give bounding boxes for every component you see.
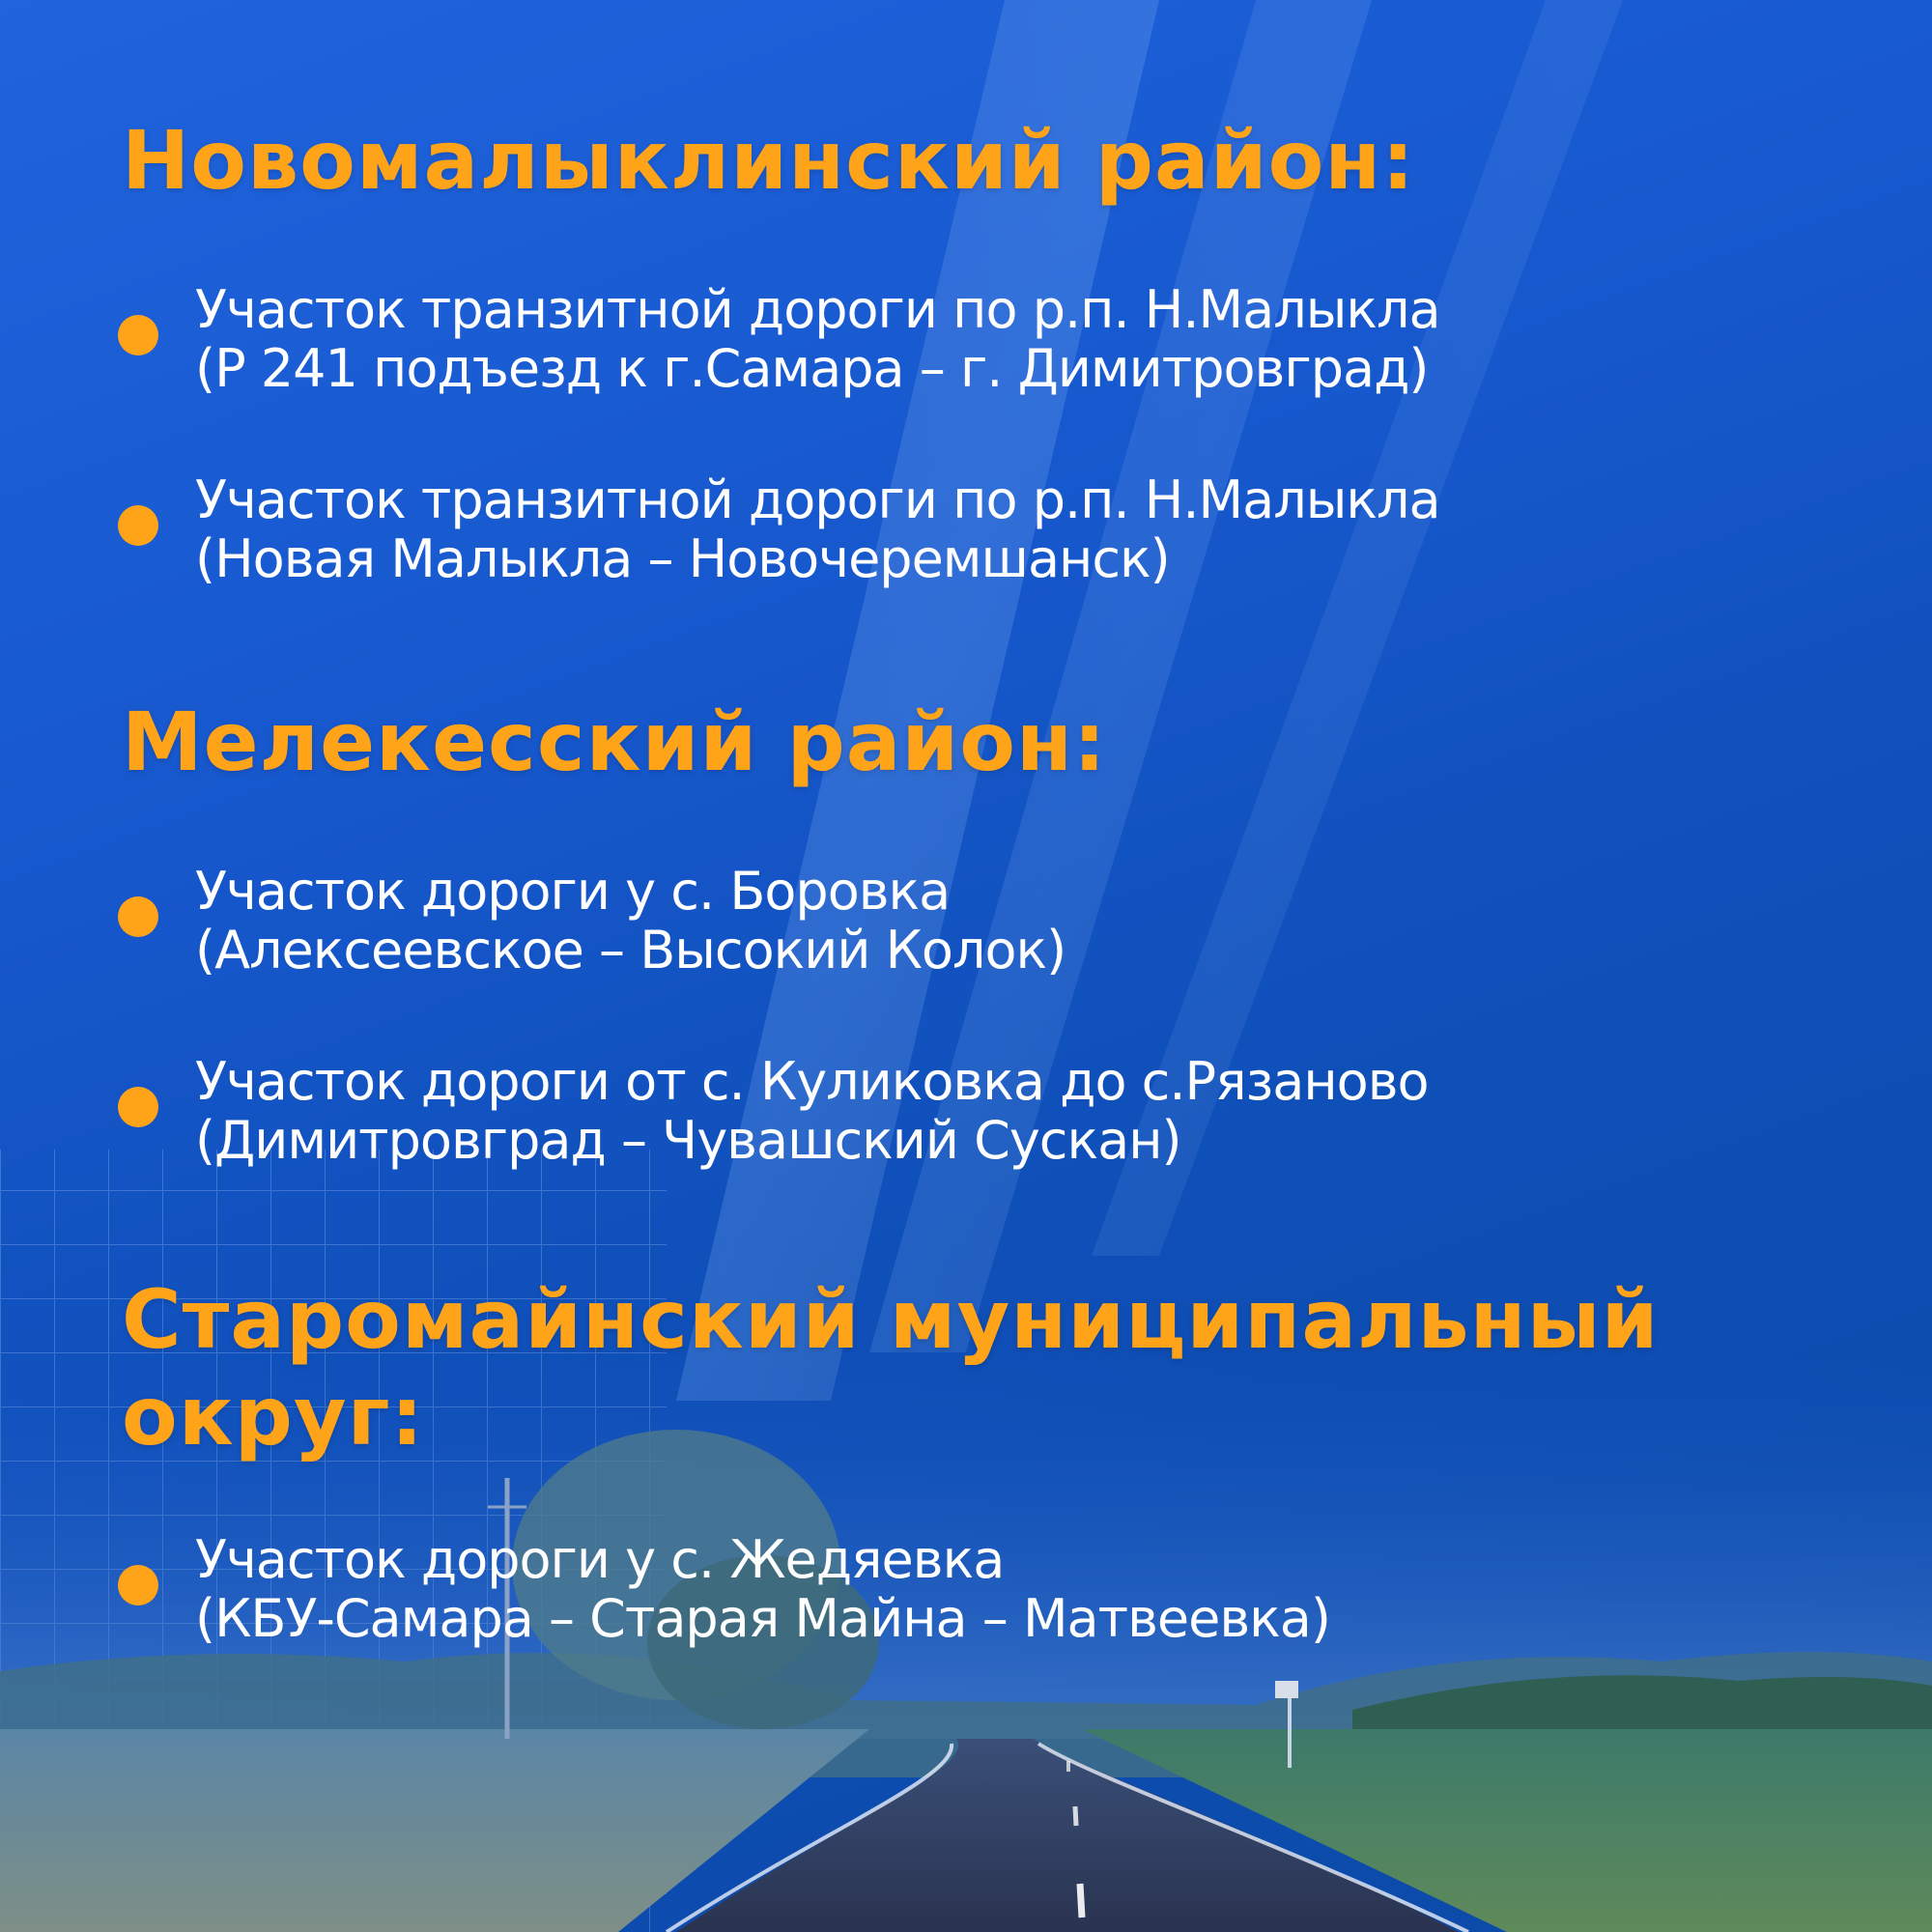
heading-line: Старомайнский муниципальный: [122, 1272, 1660, 1367]
bullet-icon: [118, 505, 158, 546]
list-item-line: (Димитровград – Чувашский Сускан): [195, 1110, 1181, 1171]
bullet-icon: [118, 896, 158, 937]
list-item-text: [195, 470, 1440, 588]
bullet-icon: [118, 1565, 158, 1605]
section-heading-staromainsky: [122, 1271, 1660, 1464]
list-item-text: [195, 280, 1440, 398]
section-heading-novomalyklinsky: Новомалыклинский район:: [122, 113, 1415, 208]
list-item-line: Участок дороги у с. Жедяевка: [195, 1529, 1005, 1590]
list-item-line: (Р 241 подъезд к г.Самара – г. Димитровград): [195, 338, 1429, 399]
list-item-line: Участок транзитной дороги по р.п. Н.Малыкла: [195, 469, 1440, 530]
bullet-icon: [118, 1087, 158, 1127]
section-heading-melekessky: Мелекесский район:: [122, 695, 1107, 789]
list-item-line: Участок дороги у с. Боровка: [195, 861, 951, 922]
list-item-line: Участок дороги от с. Куликовка до с.Рязаново: [195, 1051, 1429, 1112]
list-item-line: (Алексеевское – Высокий Колок): [195, 920, 1066, 980]
list-item-text: [195, 862, 1065, 980]
list-item-line: (КБУ-Самара – Старая Майна – Матвеевка): [195, 1588, 1330, 1649]
list-item-line: Участок транзитной дороги по р.п. Н.Малыкла: [195, 279, 1440, 340]
heading-line: округ:: [122, 1369, 425, 1463]
list-item-text: [195, 1052, 1429, 1170]
bullet-icon: [118, 315, 158, 355]
list-item-text: [195, 1530, 1330, 1648]
list-item-line: (Новая Малыкла – Новочеремшанск): [195, 528, 1170, 589]
